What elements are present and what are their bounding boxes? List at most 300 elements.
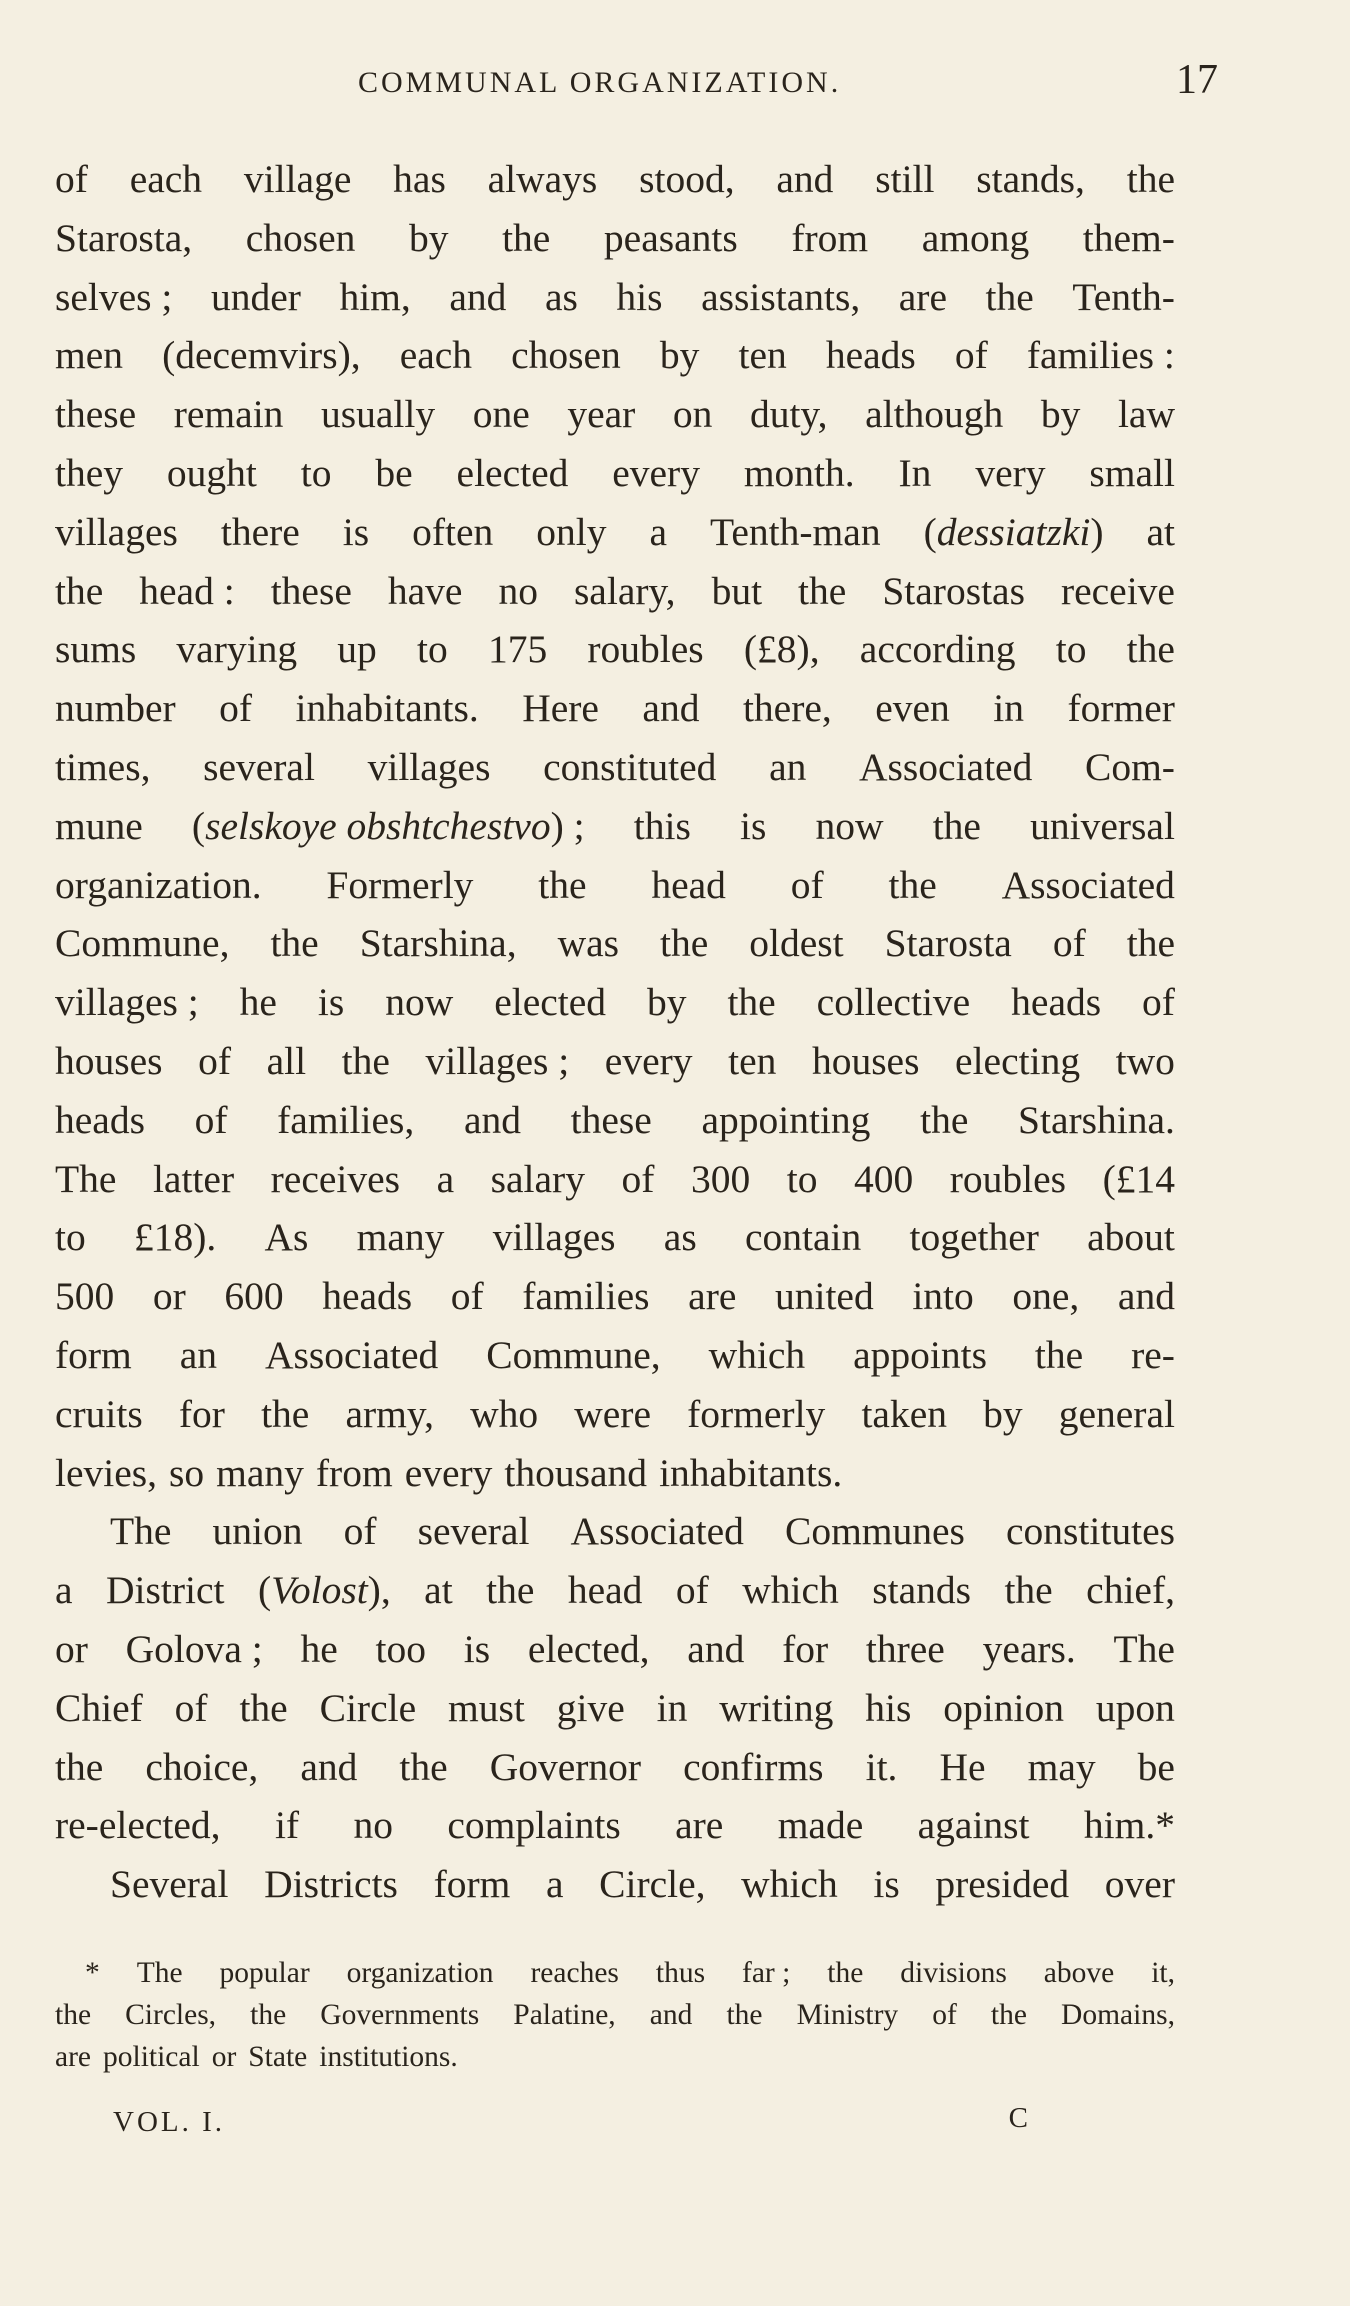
body-word: collective bbox=[816, 980, 971, 1025]
body-word: The bbox=[1113, 1626, 1175, 1671]
body-word: confirms bbox=[683, 1744, 824, 1789]
body-word: the bbox=[888, 862, 937, 907]
body-word: of bbox=[621, 1156, 655, 1201]
running-title: COMMUNAL ORGANIZATION. bbox=[358, 66, 842, 99]
body-word: very bbox=[975, 450, 1046, 495]
body-word: the bbox=[727, 980, 776, 1025]
body-word: for bbox=[782, 1626, 829, 1671]
body-word: there, bbox=[742, 686, 832, 731]
footnote-word: or bbox=[211, 2041, 237, 2073]
body-word: Starshina, bbox=[359, 921, 517, 966]
body-word: form bbox=[433, 1862, 511, 1907]
body-word: form bbox=[55, 1332, 132, 1377]
body-word: men bbox=[55, 333, 124, 378]
body-word: of bbox=[675, 1568, 709, 1613]
body-word: varying bbox=[176, 627, 298, 672]
footnote-word: far ; bbox=[742, 1957, 791, 1989]
body-word: (dessiatzki) bbox=[923, 509, 1104, 554]
body-word: and bbox=[642, 686, 700, 731]
body-line bbox=[55, 1444, 1175, 1503]
body-word: inhabitants. bbox=[295, 686, 479, 731]
body-word: only bbox=[536, 509, 607, 554]
body-word: over bbox=[1104, 1862, 1175, 1907]
body-word: villages ; bbox=[55, 980, 199, 1025]
volume-mark: VOL. I. bbox=[113, 2106, 226, 2138]
body-word: made bbox=[777, 1803, 864, 1848]
footnote-word: organization bbox=[346, 1957, 494, 1989]
body-word: the bbox=[502, 215, 551, 260]
body-word: or bbox=[55, 1626, 88, 1671]
body-word: families, bbox=[277, 1097, 415, 1142]
body-word: head bbox=[651, 862, 726, 907]
body-word: the bbox=[920, 1097, 969, 1142]
body-word: the bbox=[985, 274, 1034, 319]
body-word: a bbox=[545, 1862, 564, 1907]
body-word: was bbox=[557, 921, 619, 966]
body-word: of bbox=[174, 1685, 208, 1730]
body-word: still bbox=[875, 157, 935, 201]
body-line bbox=[55, 914, 1175, 973]
body-word: be bbox=[375, 450, 413, 495]
signature-mark: C bbox=[1008, 2102, 1028, 2134]
body-word: union bbox=[212, 1509, 303, 1554]
footnote-word: are bbox=[55, 2041, 92, 2073]
body-word: is bbox=[873, 1862, 900, 1907]
body-word: opinion bbox=[943, 1685, 1064, 1730]
footnote-word: Palatine, bbox=[513, 1999, 616, 2031]
body-line bbox=[55, 503, 1175, 562]
body-word: complaints bbox=[447, 1803, 621, 1848]
body-word: now bbox=[385, 980, 454, 1025]
body-word: several bbox=[203, 744, 315, 789]
body-word: village bbox=[243, 157, 352, 201]
body-word: is bbox=[740, 803, 767, 848]
body-word: every bbox=[404, 1450, 493, 1495]
body-word: of bbox=[450, 1274, 484, 1319]
body-word: at bbox=[424, 1568, 453, 1613]
body-word: are bbox=[688, 1274, 737, 1319]
footnote-word: institutions. bbox=[319, 2041, 458, 2073]
footnote-word: thus bbox=[655, 1957, 706, 1989]
body-word: each bbox=[399, 333, 473, 378]
body-word: about bbox=[1087, 1215, 1175, 1260]
body-word: there bbox=[220, 509, 300, 554]
body-word: many bbox=[216, 1450, 304, 1495]
body-word: his bbox=[616, 274, 663, 319]
body-word: by bbox=[1040, 392, 1081, 437]
body-line bbox=[55, 1855, 1175, 1914]
body-word: united bbox=[774, 1274, 874, 1319]
body-word: of bbox=[1142, 980, 1175, 1025]
body-word: small bbox=[1089, 450, 1175, 495]
body-word: is bbox=[342, 509, 370, 554]
body-word: always bbox=[487, 157, 598, 201]
body-word: salary bbox=[490, 1156, 585, 1201]
body-word: to bbox=[55, 1215, 86, 1260]
body-line bbox=[55, 1620, 1175, 1679]
body-line bbox=[55, 326, 1175, 385]
body-word: which bbox=[742, 1568, 839, 1613]
footnote-word: it, bbox=[1151, 1957, 1175, 1989]
body-word: he bbox=[239, 980, 277, 1025]
body-word: this bbox=[633, 803, 691, 848]
body-word: Starostas bbox=[882, 568, 1025, 613]
footnote bbox=[55, 1952, 1175, 2078]
body-word: re- bbox=[1131, 1332, 1175, 1377]
body-word: together bbox=[909, 1215, 1039, 1260]
body-word: re-elected, bbox=[55, 1803, 221, 1848]
body-word: District bbox=[106, 1568, 225, 1613]
body-word: must bbox=[448, 1685, 525, 1730]
body-word: him, bbox=[339, 274, 411, 319]
body-word: villages bbox=[492, 1215, 616, 1260]
body-word: Here bbox=[522, 686, 599, 731]
body-word: constituted bbox=[543, 744, 717, 789]
footnote-word: above bbox=[1043, 1957, 1115, 1989]
body-word: Commune, bbox=[486, 1332, 661, 1377]
body-word: Associated bbox=[1001, 862, 1175, 907]
body-word: sums bbox=[55, 627, 137, 672]
body-word: electing bbox=[955, 1038, 1081, 1083]
body-word: 175 bbox=[487, 627, 548, 672]
body-word: (selskoye obshtchestvo) ; bbox=[191, 803, 585, 848]
body-word: As bbox=[264, 1215, 309, 1260]
footnote-word: popular bbox=[219, 1957, 310, 1989]
body-word: by bbox=[408, 215, 449, 260]
footnote-word: Ministry bbox=[796, 1999, 899, 2031]
body-word: is bbox=[463, 1626, 491, 1671]
body-word: heads bbox=[825, 333, 916, 378]
body-word: roubles bbox=[587, 627, 704, 672]
body-word: which bbox=[741, 1862, 838, 1907]
body-word: (decemvirs), bbox=[162, 333, 361, 378]
body-word: the bbox=[932, 803, 981, 848]
body-word: the bbox=[55, 568, 104, 613]
body-word: appoints bbox=[853, 1332, 987, 1377]
body-word: although bbox=[865, 392, 1004, 437]
body-word: the bbox=[270, 921, 319, 966]
body-word: no bbox=[353, 1803, 393, 1848]
body-word: he bbox=[300, 1626, 338, 1671]
body-word: Chief bbox=[55, 1685, 143, 1730]
body-word: the bbox=[798, 568, 847, 613]
body-word: 600 bbox=[224, 1274, 284, 1319]
body-word: a bbox=[55, 1568, 73, 1613]
body-word: stands bbox=[872, 1568, 971, 1613]
body-word: a bbox=[649, 509, 668, 554]
body-word: these bbox=[570, 1097, 652, 1142]
body-word: the bbox=[1126, 627, 1175, 672]
body-line bbox=[55, 1091, 1175, 1150]
body-word: against bbox=[917, 1803, 1030, 1848]
body-word: assistants, bbox=[701, 274, 861, 319]
body-word: selves ; bbox=[55, 274, 173, 319]
body-word: which bbox=[708, 1332, 806, 1377]
body-word: every bbox=[604, 1038, 693, 1083]
body-word: the bbox=[486, 1568, 535, 1613]
body-word: has bbox=[393, 157, 446, 201]
body-word: these bbox=[55, 392, 137, 437]
body-word: his bbox=[865, 1685, 912, 1730]
body-word: of bbox=[198, 1038, 232, 1083]
body-word: a bbox=[436, 1156, 455, 1201]
body-word: of bbox=[790, 862, 824, 907]
body-word: of bbox=[1052, 921, 1086, 966]
body-word: were bbox=[574, 1391, 651, 1436]
body-word: Associated bbox=[570, 1509, 744, 1554]
body-word: chosen bbox=[511, 333, 621, 378]
body-word: villages bbox=[55, 509, 178, 554]
body-word: Commune, bbox=[55, 921, 230, 966]
body-word: the bbox=[55, 1744, 104, 1789]
body-word: years. bbox=[982, 1626, 1076, 1671]
body-word: thousand bbox=[504, 1450, 648, 1495]
body-line bbox=[55, 1032, 1175, 1091]
body-line bbox=[55, 150, 1175, 209]
body-word: each bbox=[129, 157, 203, 201]
body-word: latter bbox=[152, 1156, 235, 1201]
body-word: upon bbox=[1095, 1685, 1175, 1730]
body-word: and bbox=[687, 1626, 745, 1671]
body-line bbox=[55, 679, 1175, 738]
body-word: every bbox=[612, 450, 700, 495]
body-word: receives bbox=[270, 1156, 401, 1201]
body-word: families : bbox=[1026, 333, 1175, 378]
body-word: be bbox=[1137, 1744, 1175, 1789]
body-word: from bbox=[791, 215, 869, 260]
body-word: Starosta bbox=[884, 921, 1012, 966]
body-line bbox=[55, 856, 1175, 915]
body-word: Districts bbox=[264, 1862, 398, 1907]
body-word: and bbox=[463, 1097, 521, 1142]
body-word: cruits bbox=[55, 1391, 143, 1436]
body-word: no bbox=[498, 568, 538, 613]
body-word: 500 bbox=[55, 1274, 115, 1319]
body-line bbox=[55, 1150, 1175, 1209]
body-word: Tenth- bbox=[1072, 274, 1175, 319]
body-word: and bbox=[300, 1744, 358, 1789]
body-word: heads bbox=[322, 1274, 413, 1319]
body-word: them- bbox=[1082, 215, 1175, 260]
body-word: but bbox=[711, 568, 763, 613]
body-word: these bbox=[270, 568, 352, 613]
body-word: several bbox=[417, 1509, 530, 1554]
body-word: the bbox=[261, 1391, 310, 1436]
body-word: the bbox=[1034, 1332, 1084, 1377]
body-word: under bbox=[210, 274, 301, 319]
body-word: The bbox=[55, 1156, 117, 1201]
body-word: chosen bbox=[245, 215, 356, 260]
body-word: the bbox=[1126, 921, 1175, 966]
body-word: villages ; bbox=[425, 1038, 570, 1083]
body-word: it. bbox=[865, 1744, 898, 1789]
body-word: from bbox=[315, 1450, 393, 1495]
body-word: the bbox=[1004, 1568, 1053, 1613]
body-word: of bbox=[954, 333, 988, 378]
body-word: villages bbox=[367, 744, 491, 789]
body-word: Com- bbox=[1084, 744, 1175, 789]
body-word: army, bbox=[345, 1391, 434, 1436]
body-word: The bbox=[110, 1509, 172, 1554]
body-word: appointing bbox=[701, 1097, 871, 1142]
body-word: who bbox=[470, 1391, 539, 1436]
footnote-line bbox=[55, 1994, 1175, 2036]
body-word: In bbox=[898, 450, 932, 495]
body-word: may bbox=[1027, 1744, 1096, 1789]
body-line bbox=[55, 620, 1175, 679]
body-word: by bbox=[983, 1391, 1023, 1436]
footnote-word: the bbox=[827, 1957, 864, 1989]
body-word: remain bbox=[173, 392, 284, 437]
body-word: of bbox=[55, 157, 88, 201]
body-word: him.* bbox=[1083, 1803, 1175, 1848]
body-word: houses bbox=[55, 1038, 163, 1083]
body-word: head : bbox=[139, 568, 235, 613]
footnote-word: the bbox=[55, 1999, 92, 2031]
body-word: have bbox=[387, 568, 463, 613]
body-word: are bbox=[675, 1803, 724, 1848]
body-word: ought bbox=[166, 450, 257, 495]
body-line bbox=[55, 444, 1175, 503]
body-word: heads bbox=[1011, 980, 1102, 1025]
body-line bbox=[55, 1738, 1175, 1797]
body-word: receive bbox=[1060, 568, 1175, 613]
body-word: duty, bbox=[749, 392, 828, 437]
body-line bbox=[55, 209, 1175, 268]
page-number: 17 bbox=[1176, 57, 1218, 103]
footnote-word: political bbox=[103, 2041, 200, 2073]
body-word: for bbox=[178, 1391, 225, 1436]
body-word: one bbox=[472, 392, 530, 437]
body-line bbox=[55, 1561, 1175, 1620]
body-word: stood, bbox=[639, 157, 735, 201]
body-word: and bbox=[449, 274, 507, 319]
body-word: 400 bbox=[853, 1156, 914, 1201]
body-word: chief, bbox=[1086, 1568, 1175, 1613]
body-word: and bbox=[776, 157, 834, 201]
body-word: the bbox=[399, 1744, 448, 1789]
body-word: 300 bbox=[690, 1156, 751, 1201]
body-word: organization. bbox=[55, 862, 262, 907]
body-word: even bbox=[875, 686, 950, 731]
body-word: constitutes bbox=[1006, 1509, 1175, 1554]
body-word: levies, bbox=[55, 1450, 158, 1495]
body-word: taken bbox=[861, 1391, 947, 1436]
footnote-word: the bbox=[726, 1999, 763, 2031]
body-word: He bbox=[939, 1744, 986, 1789]
body-word: stands, bbox=[976, 157, 1085, 201]
body-word: the bbox=[341, 1038, 390, 1083]
body-word: of bbox=[194, 1097, 228, 1142]
body-word: or bbox=[152, 1274, 186, 1319]
footnote-word: divisions bbox=[900, 1957, 1007, 1989]
body-line bbox=[55, 1796, 1175, 1855]
body-word: the bbox=[1126, 157, 1175, 201]
body-line bbox=[55, 385, 1175, 444]
footnote-word: the bbox=[250, 1999, 287, 2031]
body-word: as bbox=[544, 274, 578, 319]
body-word: three bbox=[865, 1626, 945, 1671]
footnote-word: Domains, bbox=[1061, 1999, 1175, 2031]
footnote-word: State bbox=[248, 2041, 308, 2073]
body-line bbox=[55, 1326, 1175, 1385]
page-header bbox=[58, 56, 1218, 116]
body-line bbox=[55, 1208, 1175, 1267]
body-word: formerly bbox=[687, 1391, 826, 1436]
body-word: among bbox=[921, 215, 1030, 260]
body-word: Formerly bbox=[326, 862, 474, 907]
footnote-line bbox=[55, 1952, 1175, 1994]
body-word: roubles bbox=[949, 1156, 1067, 1201]
body-line bbox=[55, 973, 1175, 1032]
body-word: an bbox=[769, 744, 807, 789]
body-word: as bbox=[663, 1215, 697, 1260]
footnote-line bbox=[55, 2036, 1175, 2078]
body-word: of bbox=[219, 686, 253, 731]
body-word: Golova ; bbox=[125, 1626, 263, 1671]
body-word: £18). bbox=[133, 1215, 217, 1260]
body-word: general bbox=[1058, 1391, 1175, 1436]
body-word: so bbox=[169, 1450, 205, 1495]
body-word: number bbox=[55, 686, 176, 731]
footnote-word: and bbox=[649, 1999, 693, 2031]
body-word: elected, bbox=[527, 1626, 650, 1671]
body-word: the bbox=[659, 921, 709, 966]
body-word: they bbox=[55, 450, 124, 495]
body-line bbox=[55, 738, 1175, 797]
body-word: Tenth-man bbox=[710, 509, 881, 554]
body-word: elected bbox=[494, 980, 607, 1025]
body-word: month. bbox=[743, 450, 855, 495]
body-word: an bbox=[179, 1332, 218, 1377]
body-word: Several bbox=[110, 1862, 229, 1907]
body-line bbox=[55, 1267, 1175, 1326]
body-word: writing bbox=[719, 1685, 834, 1730]
body-word: one, bbox=[1012, 1274, 1080, 1319]
body-word: to bbox=[417, 627, 448, 672]
body-word: former bbox=[1067, 686, 1175, 731]
body-line bbox=[55, 268, 1175, 327]
body-word: Associated bbox=[264, 1332, 439, 1377]
body-word: year bbox=[567, 392, 636, 437]
body-word: Governor bbox=[489, 1744, 642, 1789]
body-word: Communes bbox=[784, 1509, 965, 1554]
body-word: contain bbox=[744, 1215, 862, 1260]
body-word: heads bbox=[55, 1097, 145, 1142]
body-word: now bbox=[815, 803, 884, 848]
body-word: Associated bbox=[859, 744, 1033, 789]
body-word: all bbox=[266, 1038, 307, 1083]
body-word: if bbox=[274, 1803, 300, 1848]
body-word: by bbox=[647, 980, 687, 1025]
body-word: is bbox=[317, 980, 345, 1025]
body-line bbox=[55, 562, 1175, 621]
body-word: too bbox=[375, 1626, 427, 1671]
footnote-word: Circles, bbox=[125, 1999, 217, 2031]
body-word: to bbox=[1055, 627, 1087, 672]
body-word: peasants bbox=[603, 215, 738, 260]
footnote-word: Governments bbox=[320, 1999, 480, 2031]
body-word: to bbox=[300, 450, 332, 495]
body-word: inhabitants. bbox=[659, 1450, 843, 1495]
body-word: the bbox=[239, 1685, 288, 1730]
body-line bbox=[55, 1679, 1175, 1738]
body-word: of bbox=[343, 1509, 377, 1554]
body-word: Starosta, bbox=[55, 215, 193, 260]
body-word: are bbox=[898, 274, 947, 319]
body-word: at bbox=[1146, 509, 1175, 554]
body-word: two bbox=[1115, 1038, 1175, 1083]
